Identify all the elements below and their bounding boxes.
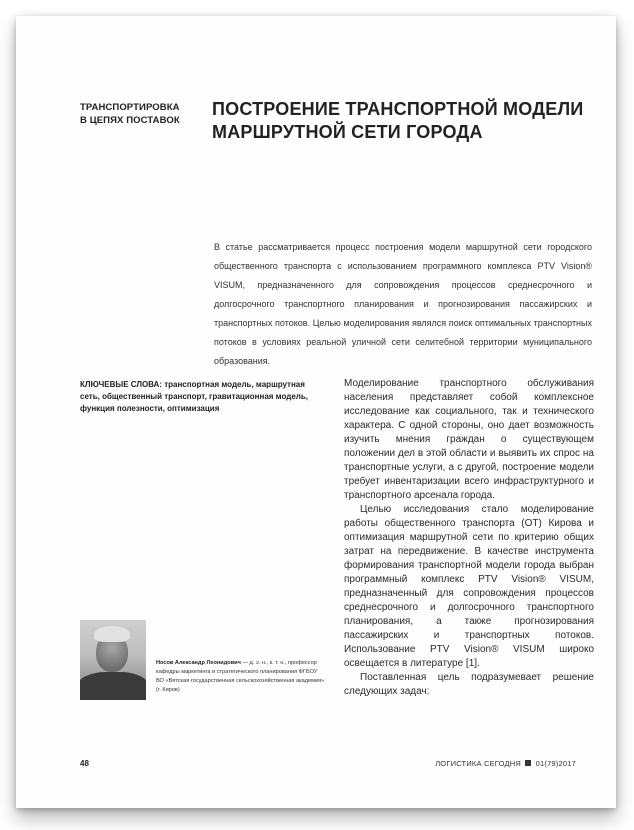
body-paragraph-2: Целью исследования стало моделирование работы общественного транспорта (ОТ) Кирова и оптимизация маршрутной сети по критерию общих затрат на передвижение. В качестве инструмента формирования транспортной модели города выбран программный комплекс PTV Vision® VISUM, предназначенный для сопровождения процессов среднесрочного и долгосрочного транспортного планирования, а также прогнозирования пассажирских и транспортных потоков. Использование PTV Vision® VISUM широко освещается в литературе [1]. <box>344 504 594 669</box>
journal-name: ЛОГИСТИКА СЕГОДНЯ <box>435 759 522 768</box>
journal-page <box>16 16 616 808</box>
page-number: 48 <box>80 759 89 768</box>
article-title-line1: ПОСТРОЕНИЕ ТРАНСПОРТНОЙ МОДЕЛИ <box>212 99 584 119</box>
section-heading-line2: В ЦЕПЯХ ПОСТАВОК <box>80 115 180 126</box>
body-paragraph-3: Поставленная цель подразумевает решение следующих задач: <box>344 672 594 697</box>
section-heading-line1: ТРАНСПОРТИРОВКА <box>80 102 180 113</box>
keywords-block <box>80 379 325 415</box>
body-paragraph-1: Моделирование транспортного обслуживания населения представляет собой комплексное исследование как социального, так и технического характера. С одной стороны, оно дает возможность изучить мнения граждан о существующем положении дел в этой области и выявить их спрос на транспортные услуги, а с другой, построение модели требует инвентаризации всего инфраструктурного и транспортного арсенала города. <box>344 378 594 501</box>
author-photo <box>80 620 146 700</box>
article-abstract: В статье рассматривается процесс построения модели маршрутной сети городского общественного транспорта с использованием программного комплекса PTV Vision® VISUM, предназначенного для сопровождения процессов среднесрочного и долгосрочного транспортного планирования и прогнозирования пассажирских и транспортных потоков. Целью моделирования являлся поиск оптимальных транспортных потоков в условиях реальной уличной сети селитебной территории муниципального образования. <box>214 242 592 366</box>
author-info <box>156 659 326 695</box>
journal-footer <box>435 759 576 768</box>
article-body <box>344 377 594 699</box>
section-heading <box>80 101 200 127</box>
keywords-label: КЛЮЧЕВЫЕ СЛОВА: <box>80 380 162 389</box>
author-photo-shoulders <box>80 672 146 700</box>
author-details: — д. э. н., к. т. н., профессор кафедры маркетинга и стратегического планирования ФГБОУ ВО «Вятская государственная сельскохозяйственная академия» (г. Киров) <box>156 660 325 693</box>
article-title <box>212 98 592 144</box>
square-separator-icon <box>525 760 531 766</box>
article-title-line2: МАРШРУТНОЙ СЕТИ ГОРОДА <box>212 122 483 142</box>
author-name: Носов Александр Леонидович <box>156 660 241 666</box>
journal-issue: 01(79)2017 <box>535 759 576 768</box>
keywords-text: транспортная модель, маршрутная сеть, общественный транспорт, гравитационная модель, функция полезности, оптимизация <box>80 380 308 413</box>
author-photo-hair <box>94 626 130 642</box>
